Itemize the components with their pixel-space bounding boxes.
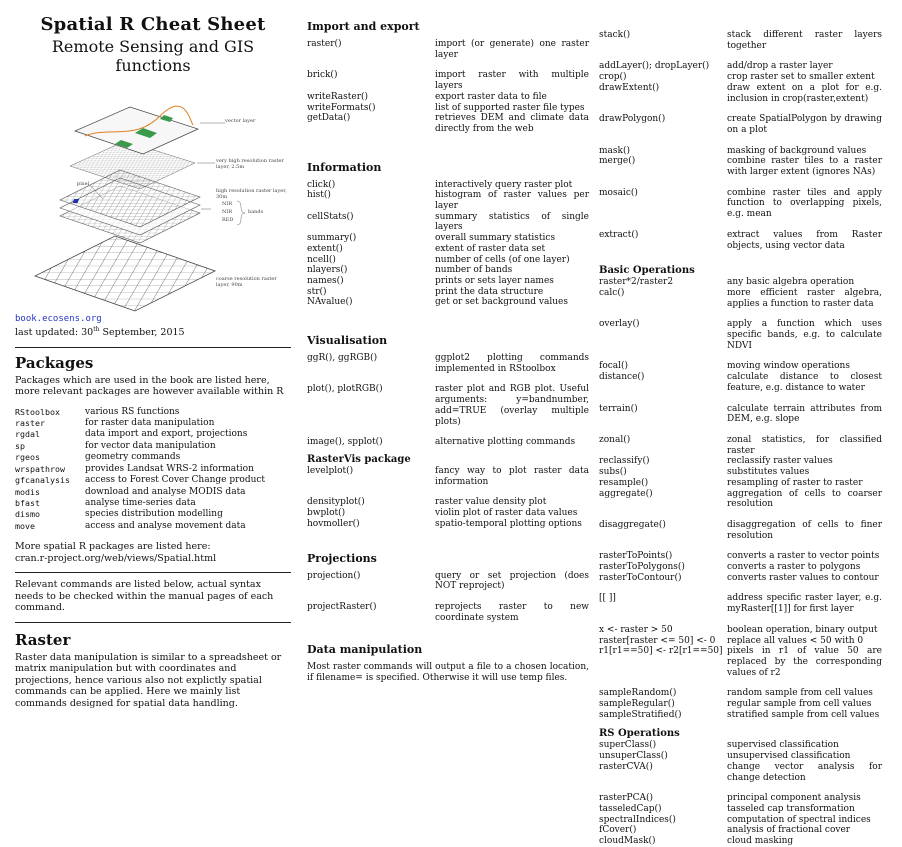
divider [15,347,291,348]
package-name: rgdal [15,429,40,440]
command-name: levelplot() [307,465,354,476]
command-row [599,230,882,251]
updated-suffix: September, 2015 [99,327,185,339]
package-name: RStoolbox [15,406,60,417]
command-name: ggR(), ggRGB() [307,353,378,364]
command-name: r1[r1==50] <- r2[r1==50] [599,646,723,657]
command-row [599,688,882,699]
command-description: reclassify raster values [727,456,833,467]
package-description: download and analyse MODIS data [85,486,246,497]
command-description: create SpatialPolygon by drawing on a plot [727,114,882,135]
command-row [307,244,589,255]
page-subtitle: Remote Sensing and GIS functions [51,37,255,75]
package-description: for vector data manipulation [85,440,216,451]
command-name: click() [307,179,336,190]
command-description: histogram of raster values per layer [435,190,589,212]
package-name: bfast [15,497,40,508]
command-description: boolean operation, binary output [727,624,878,635]
command-description: change vector analysis for change detection [727,761,882,783]
row-gap [599,104,882,114]
command-row [307,602,589,623]
package-row [15,475,291,486]
command-description: combine raster tiles to a raster with larger extent (ignores NAs) [727,156,882,178]
import-export-list [307,39,589,135]
package-row [15,521,291,532]
command-description: principal component analysis [727,793,861,804]
command-description: violin plot of raster data values [435,508,578,519]
command-name: NAvalue() [307,297,353,308]
command-row [599,625,882,636]
command-row [599,520,882,541]
package-description: data import and export, projections [85,429,248,440]
command-description: supervised classification [727,740,839,751]
command-name: extract() [599,229,639,240]
command-row [307,353,589,374]
label-high-res: high resolution raster layer, 30m [216,188,287,200]
command-row [599,551,882,562]
package-description: access to Forest Cover Change product [85,475,266,486]
command-row [599,710,882,721]
rs-operations-heading: RS Operations [599,728,680,740]
command-description: spatio-temporal plotting options [435,518,582,529]
command-description: zonal statistics, for classified raster [727,434,882,456]
command-name: cellStats() [307,211,354,222]
information-list [307,180,589,308]
command-name: raster[raster <= 50] <- 0 [599,635,716,646]
command-name: resample() [599,477,649,488]
packages-heading: Packages [15,353,94,372]
command-description: interactively query raster plot [435,179,573,190]
command-row [307,265,589,276]
basic-operations-list [599,277,882,720]
command-name: writeRaster() [307,91,369,102]
command-name: unsuperClass() [599,751,668,762]
command-row [307,92,589,103]
command-description: raster value density plot [435,497,547,508]
more-packages-line2: cran.r-project.org/web/views/Spatial.html [15,552,217,564]
row-gap [599,51,882,61]
command-row [599,815,882,826]
command-name: summary() [307,233,357,244]
command-row [599,804,882,815]
package-description: geometry commands [85,452,181,463]
command-row [599,836,882,847]
command-row [599,361,882,372]
raster-commands-list [599,30,882,251]
command-row [599,188,882,220]
package-name: raster [15,418,45,429]
command-row [599,146,882,157]
package-name: rgeos [15,452,40,463]
projections-list [307,571,589,624]
command-row [307,384,589,427]
command-row [307,233,589,244]
package-description: for raster data manipulation [85,418,215,429]
command-description: fancy way to plot raster data information [435,465,589,487]
command-description: any basic algebra operation [727,277,855,288]
command-row [599,156,882,177]
rs-operations-list [599,740,882,846]
command-row [307,297,589,308]
package-name: wrspathrow [15,463,65,474]
command-row [599,30,882,51]
command-description: add/drop a raster layer [727,61,833,72]
command-name: [[ ]] [599,593,616,604]
command-row [599,562,882,573]
row-gap [307,60,589,70]
command-description: replace all values < 50 with 0 [727,635,864,646]
command-description: overall summary statistics [435,233,556,244]
command-name: str() [307,286,327,297]
package-row [15,441,291,452]
command-row [599,372,882,393]
package-row [15,452,291,463]
command-description: draw extent on a plot for e.g. inclusion in crop(raster,extent) [727,82,882,104]
command-description: regular sample from cell values [727,699,872,710]
label-pixel: pixel [77,181,90,187]
command-row [599,404,882,425]
command-description: calculate terrain attributes from DEM, e.g. slope [727,403,882,425]
row-gap [599,309,882,319]
command-description: apply a function which uses specific bands, e.g. to calculate NDVI [727,319,882,351]
command-name: cloudMask() [599,836,656,847]
package-description: provides Landsat WRS-2 information [85,463,254,474]
visualisation-heading: Visualisation [307,334,388,348]
command-row [307,103,589,114]
row-gap [599,178,882,188]
command-name: rasterToPolygons() [599,562,685,573]
row-gap [599,425,882,435]
command-row [307,497,589,508]
command-description: ggplot2 plotting commands implemented in RStoolbox [435,353,589,374]
package-row [15,498,291,509]
command-name: ncell() [307,254,336,265]
rastervis-heading: RasterVis package [307,453,411,465]
package-row [15,418,291,429]
raster-layers-illustration [15,81,291,311]
command-description: import raster with multiple layers [435,70,589,92]
command-row [599,478,882,489]
command-name: bwplot() [307,508,346,519]
command-row [307,113,589,134]
row-gap [599,615,882,625]
command-description: pixels in r1 of value 50 are replaced by the corresponding values of r2 [727,646,882,678]
vector-layer [75,107,198,154]
command-row [599,489,882,510]
command-row [599,319,882,351]
command-description: analysis of fractional cover [727,825,851,836]
command-row [599,762,882,783]
command-name: reclassify() [599,456,650,467]
package-name: gfcanalysis [15,475,70,486]
row-gap [599,220,882,230]
command-row [307,180,589,191]
information-heading: Information [307,160,382,174]
command-name: densityplot() [307,497,365,508]
command-description: resampling of raster to raster [727,477,863,488]
command-name: subs() [599,467,627,478]
label-coarse-res: coarse resolution raster layer, 90m [216,276,277,288]
command-row [307,70,589,91]
command-description: number of cells (of one layer) [435,254,570,265]
command-name: writeFormats() [307,102,376,113]
command-name: fCover() [599,825,637,836]
command-row [599,288,882,309]
command-name: distance() [599,372,645,383]
more-packages-line1: More spatial R packages are listed here: [15,541,211,553]
command-row [599,593,882,614]
command-name: raster() [307,39,342,49]
command-description: prints or sets layer names [435,275,554,286]
command-row [307,519,589,530]
command-row [599,751,882,762]
command-description: alternative plotting commands [435,437,576,448]
command-description: retrieves DEM and climate data directly from the web [435,113,589,134]
command-description: extent of raster data set [435,243,546,254]
package-description: species distribution modelling [85,509,223,520]
command-row [599,83,882,104]
command-description: converts raster values to contour [727,572,879,583]
command-row [307,190,589,211]
data-manipulation-text [307,662,589,683]
command-name: rasterToPoints() [599,551,673,562]
command-description: export raster data to file [435,91,547,102]
command-name: raster*2/raster2 [599,277,674,288]
page-title: Spatial R Cheat Sheet [40,14,266,35]
command-name: brick() [307,70,338,81]
label-very-high-res: very high resolution raster layer, 2.5m [216,158,284,170]
command-name: superClass() [599,740,657,751]
basic-operations-heading: Basic Operations [599,265,695,277]
command-description: reprojects raster to new coordinate system [435,601,589,623]
command-description: raster plot and RGB plot. Useful arguments: y=bandnumber, add=TRUE (overlay multiple plots) [435,384,589,427]
package-description: various RS functions [85,406,180,417]
command-description: random sample from cell values [727,688,873,699]
label-vector-layer: vector layer [225,118,256,124]
command-description: tasseled cap transformation [727,803,855,814]
command-description: summary statistics of single layers [435,211,589,233]
command-description: substitutes values [727,467,810,478]
command-description: number of bands [435,265,513,276]
command-name: mask() [599,145,630,156]
command-description: combine raster tiles and apply function to overlapping pixels, e.g. mean [727,187,882,220]
last-updated [15,324,291,339]
command-name: nlayers() [307,265,348,276]
command-row [599,467,882,478]
label-red: RED [222,217,234,223]
command-name: names() [307,275,344,286]
command-row [307,508,589,519]
command-description: masking of background values [727,145,867,156]
command-description: computation of spectral indices [727,814,871,825]
command-description: calculate distance to closest feature, e.g. distance to water [727,372,882,393]
row-gap [599,136,882,146]
command-name: hovmoller() [307,518,360,529]
command-row [307,437,589,448]
package-description: analyse time-series data [85,497,196,508]
command-description: query or set projection (does NOT reproject) [435,570,589,592]
command-name: sampleRandom() [599,688,677,699]
command-row [599,456,882,467]
command-row [307,255,589,266]
command-row [599,72,882,83]
book-link[interactable]: book.ecosens.org [15,314,102,324]
package-row [15,509,291,520]
rastervis-list [307,466,589,530]
syntax-note: Relevant commands are listed below, actual syntax needs to be checked within the manual pages of each command. [15,579,274,614]
command-row [307,39,589,60]
column-right [599,0,882,847]
command-description: stack different raster layers together [727,30,882,51]
package-row [15,429,291,440]
package-row [15,464,291,475]
command-row [599,699,882,710]
row-gap [599,541,882,551]
coarse-layer [35,236,215,311]
label-nir-2: NIR [222,209,233,215]
command-row [307,287,589,298]
package-name: sp [15,440,25,451]
row-gap [599,394,882,404]
command-row [599,573,882,584]
raster-heading: Raster [15,630,71,649]
command-description: get or set background values [435,297,568,308]
command-name: aggregate() [599,488,653,499]
updated-sup: th [93,326,100,333]
data-manipulation-text-value: Most raster commands will output a file to a chosen location, if filename= is specified. Otherwise it will use temp files. [307,662,589,684]
import-export-heading: Import and export [307,20,420,33]
command-name: plot(), plotRGB() [307,384,383,395]
row-gap [307,487,589,497]
command-description: moving window operations [727,361,850,372]
packages-intro: Packages which are used in the book are listed here, more relevant packages are however available within R [15,374,284,398]
command-name: extent() [307,243,343,254]
command-description: aggregation of cells to coarser resolution [727,488,882,510]
command-description: cloud masking [727,836,794,847]
divider [15,572,291,573]
divider [15,622,291,623]
command-name: projection() [307,570,361,581]
row-gap [307,427,589,437]
command-name: terrain() [599,403,638,414]
command-row [599,277,882,288]
projections-heading: Projections [307,551,377,565]
command-name: drawPolygon() [599,114,666,125]
command-description: more efficient raster algebra, applies a function to raster data [727,287,882,309]
command-name: addLayer(); dropLayer() [599,61,710,72]
command-name: getData() [307,113,351,124]
command-row [599,740,882,751]
command-row [599,114,882,135]
command-name: rasterPCA() [599,793,653,804]
row-gap [599,351,882,361]
command-name: drawExtent() [599,82,660,93]
command-name: merge() [599,156,636,167]
column-left [15,0,291,709]
command-name: focal() [599,361,629,372]
package-name: modis [15,486,40,497]
command-description: import (or generate) one raster layer [435,39,589,60]
command-name: image(), spplot() [307,437,383,448]
package-description: access and analyse movement data [85,520,246,531]
command-description: address specific raster layer, e.g. myRaster[[1]] for first layer [727,593,882,615]
command-description: stratified sample from cell values [727,709,880,720]
command-description: crop raster set to smaller extent [727,72,875,83]
command-description: print the data structure [435,286,544,297]
command-name: tasseledCap() [599,803,662,814]
row-gap [599,678,882,688]
command-name: hist() [307,190,331,201]
package-name: dismo [15,509,40,520]
row-gap [599,583,882,593]
command-name: crop() [599,72,627,83]
row-gap [599,510,882,520]
command-row [599,61,882,72]
package-row [15,487,291,498]
command-row [599,793,882,804]
raster-intro: Raster data manipulation is similar to a spreadsheet or matrix manipulation but with coordinates and projections, hence various also not explictly spatial commands can be applied. Here we mainly list commands designed for spatial data handling. [15,651,282,709]
command-description: converts a raster to polygons [727,562,861,573]
command-name: overlay() [599,319,640,330]
command-name: sampleRegular() [599,699,675,710]
command-name: stack() [599,30,631,40]
column-middle [307,0,589,684]
label-bands: bands [248,209,264,215]
command-description: list of supported raster file types [435,102,585,113]
command-row [307,466,589,487]
command-name: calc() [599,287,625,298]
command-name: rasterToContour() [599,572,682,583]
command-name: disaggregate() [599,519,666,530]
command-row [307,571,589,592]
command-name: mosaic() [599,187,638,198]
packages-list [15,407,291,532]
command-name: sampleStratified() [599,709,682,720]
command-description: converts a raster to vector points [727,551,880,562]
command-row [599,435,882,456]
command-name: zonal() [599,434,631,445]
visualisation-list [307,353,589,448]
row-gap [307,592,589,602]
command-description: unsupervised classification [727,751,851,762]
command-name: x <- raster > 50 [599,624,673,635]
command-description: disaggregation of cells to finer resolution [727,519,882,541]
command-description: extract values from Raster objects, using vector data [727,229,882,251]
command-row [599,646,882,678]
label-nir: NIR [222,201,233,207]
updated-prefix: last updated: 30 [15,327,94,339]
row-gap [307,374,589,384]
package-row [15,407,291,418]
command-row [599,636,882,647]
command-row [307,212,589,233]
command-name: spectralIndices() [599,814,676,825]
command-name: rasterCVA() [599,761,653,772]
data-manipulation-heading: Data manipulation [307,643,423,657]
package-name: move [15,520,35,531]
command-row [599,825,882,836]
command-row [307,276,589,287]
row-gap [599,783,882,793]
command-name: projectRaster() [307,601,377,612]
